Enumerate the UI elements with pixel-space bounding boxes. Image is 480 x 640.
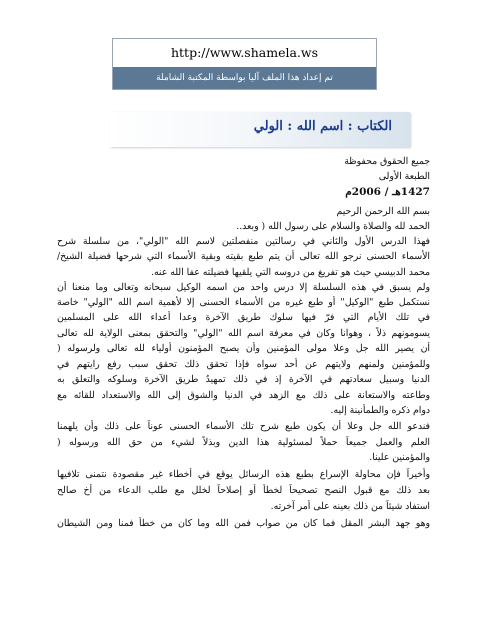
body-line: أن يصير الله جل وعلا مولى المؤمنين وأن يصبح المؤمنون أولياء لله تعالى ولرسوله ( — [57, 343, 430, 354]
body-line: الدنيا وسبيل سعادتهم في الآخرة إذ في ذلك تمهيدٌ طريق الآخرة وسلوكه والتعلق به — [57, 374, 430, 385]
body-line: وطاعته والاستعانة على ذلك مع الزهد في الدنيا والشوق إلى الله والاستعداد للقائه مع — [57, 390, 430, 401]
source-url[interactable]: http://www.shamela.ws — [113, 39, 376, 67]
edition-line: الطبعة الأولى — [378, 171, 430, 182]
body-line: بعد ذلك مع قبول النصح تصحيحاً لخطأ أو إصلاحاً لخلل مع طلب الدعاء من أخ صالح — [57, 485, 430, 496]
body-line: محمد الدبيسي حيث هو تفريغ من دروسه التي يلقيها فضيلته عفا الله عنه. — [150, 267, 430, 278]
body-line: استفاد شيئاً من ذلك بعينه على أمر آخرته. — [270, 501, 430, 512]
body-line: نستكمل طبع "الوكيل" أو طبع غيره من الأسماء الحسنى إلا لأهمية اسم الله "الولي" خاصة — [57, 297, 430, 308]
body-line: الأسماء الحسنى نرجو الله تعالى أن يتم طبع بقيته وبقية الأسماء التي شرحها فضيلة الشيخ/ — [57, 251, 430, 262]
body-line: والمؤمنين علينا. — [369, 452, 430, 463]
body-line: الحمد لله والصلاة والسلام على رسول الله ( وبعد.. — [236, 221, 430, 232]
rights-line: جميع الحقوق محفوظة — [344, 156, 430, 167]
body-line: وللمؤمنين ولمنهم ولايتهم عن أحد سواه فإذا تحقق ذلك تحقق سبب رفع رايتهم في — [57, 359, 430, 370]
body-line: وهو جهد البشر المقل فما كان من صواب فمن الله وما كان من خطأ فمنا ومن الشيطان — [57, 518, 430, 529]
body-line: فهذا الدرس الأول والثاني في رسالتين منفصلتين لاسم الله "الولي"، من سلسلة شرح — [57, 236, 430, 247]
body-line: فندعو الله جل وعلا أن يكون طبع شرح تلك الأسماء الحسنى عوناً على ذلك وأن يلهمنا — [57, 421, 430, 432]
date-line: 1427هـ / 2006م — [345, 186, 430, 198]
book-title-box — [110, 112, 410, 147]
body-line: وأخيراً فإن محاولة الإسراع بطبع هذه الرسائل يوقع في أخطاء غير مقصودة نتمنى تلافيها — [57, 469, 430, 480]
book-title: الكتاب : اسم الله : الولي — [253, 119, 392, 134]
body-line: في تلك الأيام التي فرّ فيها سلوك طريق الآخرة وعدا أعداء الله على المسلمين — [57, 312, 430, 323]
body-line: دوام ذكره والطمأنينة إليه. — [330, 405, 430, 416]
basmala-line: بسم الله الرحمن الرحيم — [336, 206, 430, 217]
source-header — [112, 38, 377, 90]
body-line: العلم والعمل جميعاً حملاً لمسئولية هذا الدين وبذلاً لشيء من حق الله ورسوله ( — [57, 437, 430, 448]
generated-note: تم إعداد هذا الملف آليا بواسطة المكتبة الشاملة — [113, 67, 376, 89]
body-line: يسومونهم ذلاً ، وهوانا وكان في معرفة اسم الله "الولي" والتحقق بمعنى الولاية لله تعالى — [57, 328, 430, 339]
body-line: ولم يسبق في هذه السلسلة إلا درس واحد من اسمه الوكيل سبحانه وتعالى وما منعنا أن — [57, 282, 430, 293]
